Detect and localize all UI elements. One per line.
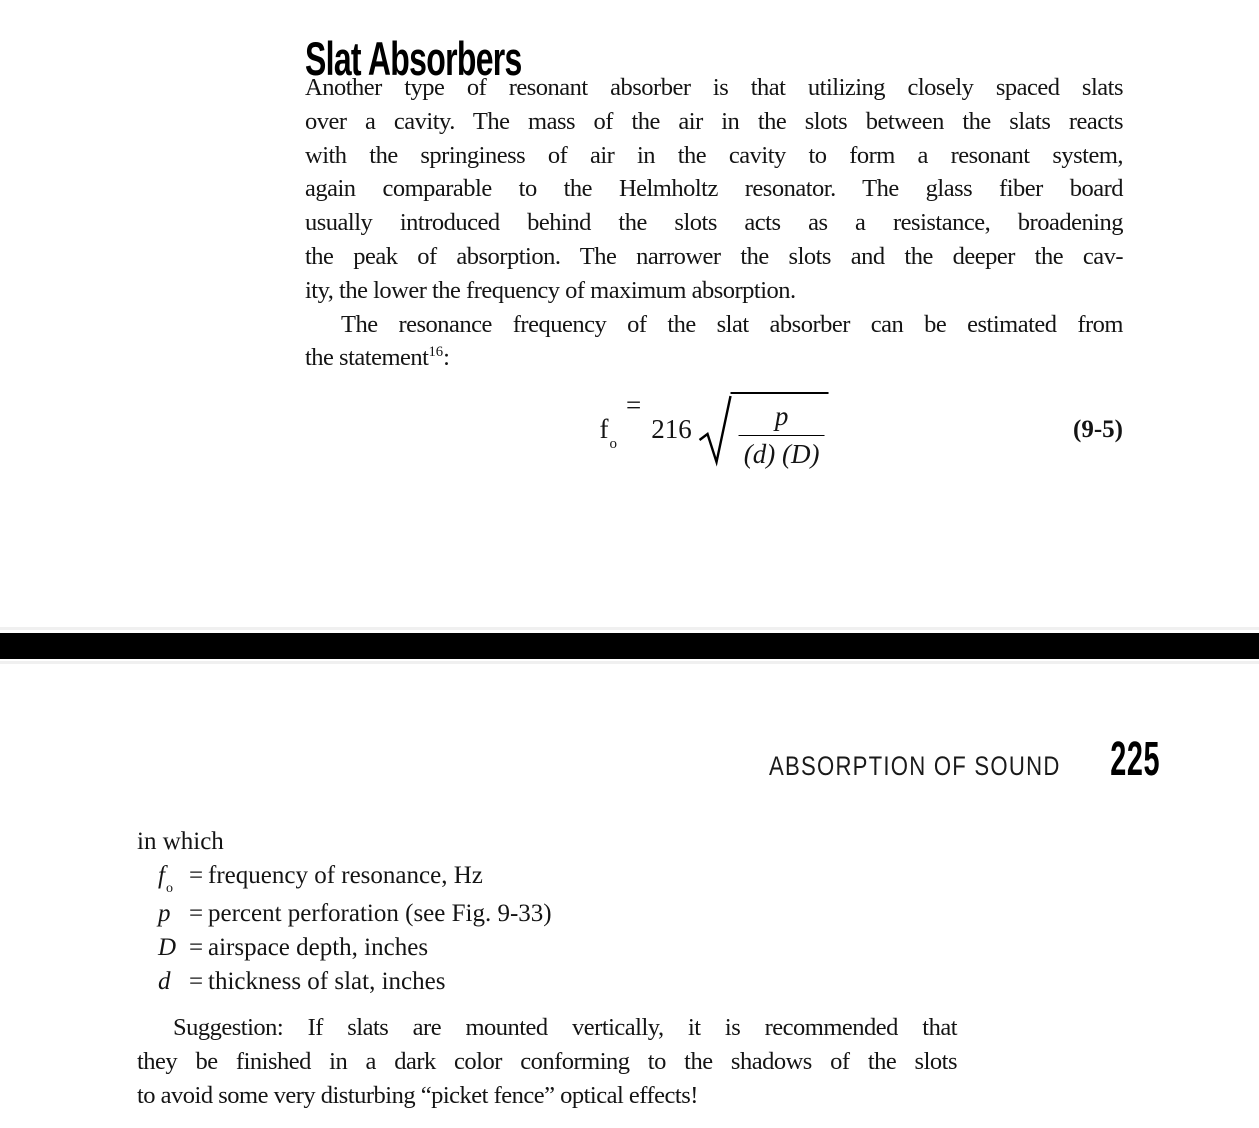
equals-sign: = [188, 934, 204, 961]
equals-sign: = [188, 862, 204, 889]
radical-sign-icon [698, 394, 734, 468]
definition-term: d [158, 968, 171, 995]
definition-row [158, 859, 552, 897]
equation-expression [600, 392, 829, 470]
text-line: usually introduced behind the slots acts as a resistance, broadening [305, 209, 1123, 237]
subscript-o: o [609, 436, 618, 452]
equation-lhs [599, 414, 618, 452]
definition-description: airspace depth, inches [208, 934, 429, 961]
suggestion-paragraph [137, 1011, 957, 1113]
in-which-label: in which [137, 828, 224, 855]
definition-row [158, 965, 552, 999]
definition-description: frequency of resonance, Hz [208, 862, 483, 889]
text-line: ity, the lower the frequency of maximum absorption. [305, 276, 796, 304]
fraction [739, 401, 825, 470]
fraction-numerator: p [774, 401, 789, 431]
equation-number: (9-5) [1073, 416, 1123, 443]
text-segment: : [443, 344, 450, 372]
definition-term: p [158, 900, 171, 927]
page-edge-shadow [0, 627, 1259, 630]
page-edge-shadow [0, 661, 1259, 664]
text-line: to avoid some very disturbing “picket fence” optical effects! [137, 1082, 698, 1109]
radicand [731, 392, 829, 470]
definition-row [158, 931, 552, 965]
running-header [705, 733, 1160, 786]
text-line: again comparable to the Helmholtz resonator. The glass fiber board [305, 175, 1123, 203]
running-header-title: ABSORPTION OF SOUND [769, 751, 1061, 781]
section-title: Slat Absorbers [305, 32, 522, 86]
equals-sign: = [188, 900, 204, 927]
text-line: they be finished in a dark color conforming to the shadows of the slots [137, 1048, 957, 1075]
definition-description: thickness of slat, inches [208, 968, 446, 995]
equals-sign: = [626, 390, 642, 420]
text-line: with the springiness of air in the cavity to form a resonant system, [305, 141, 1123, 169]
variable-f: f [599, 414, 609, 444]
square-root [698, 392, 829, 470]
equals-sign: = [188, 968, 204, 995]
definition-row [158, 897, 552, 931]
text-line: over a cavity. The mass of the air in the slots between the slats reacts [305, 107, 1123, 135]
definition-description: percent perforation (see Fig. 9-33) [208, 900, 552, 927]
text-segment: the statement [305, 344, 429, 372]
variable-definitions [158, 859, 552, 999]
text-line: Suggestion: If slats are mounted vertically, it is recommended that [173, 1014, 957, 1041]
fraction-denominator: (d) (D) [739, 435, 825, 470]
definition-term: D [158, 934, 177, 961]
page-number: 225 [1110, 733, 1160, 786]
text-line: Another type of resonant absorber is that utilizing closely spaced slats [305, 74, 1123, 101]
body-paragraphs [305, 71, 1123, 375]
divider-bar [0, 633, 1259, 659]
variable-f: f [158, 862, 165, 889]
equation-9-5 [305, 392, 1123, 478]
footnote-reference: 16 [428, 344, 444, 361]
coefficient: 216 [651, 414, 692, 444]
text-line [305, 341, 1123, 375]
text-line: the peak of absorption. The narrower the slots and the deeper the cav- [305, 242, 1123, 270]
subscript-o: o [165, 881, 173, 896]
definition-term [158, 859, 186, 897]
text-line: The resonance frequency of the slat absorber can be estimated from [341, 310, 1123, 338]
